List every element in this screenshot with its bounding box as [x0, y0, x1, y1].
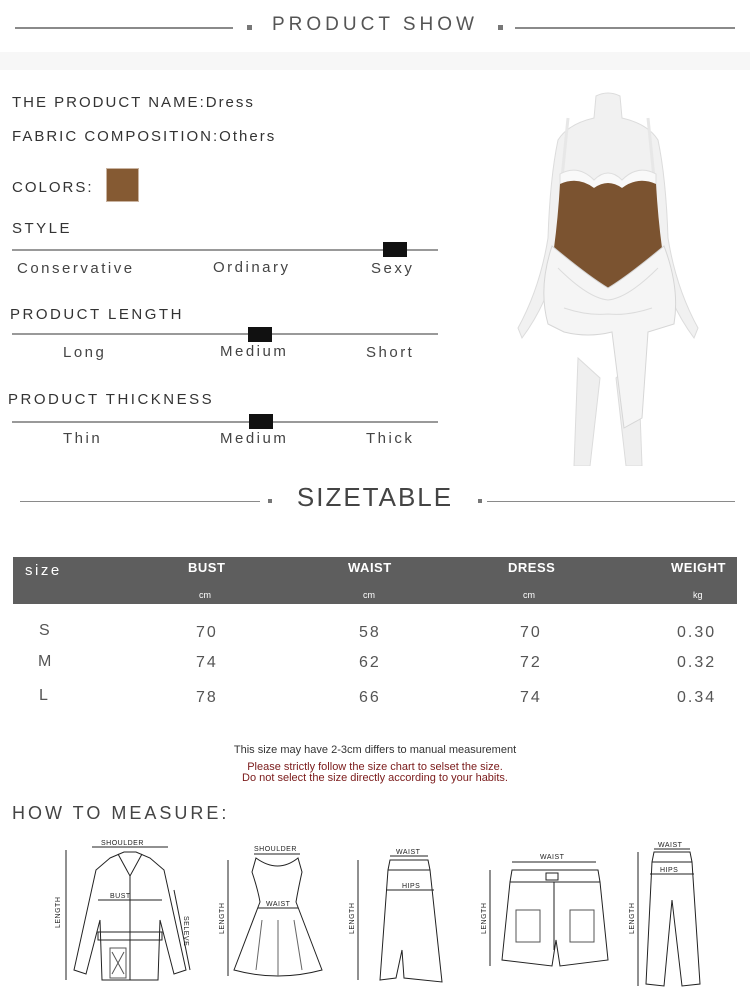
skirt-diagram: [358, 856, 442, 982]
table-cell: 78: [196, 689, 218, 706]
header-rule-left: [15, 27, 233, 29]
style-option-conservative: Conservative: [17, 260, 135, 277]
skirt-hips-label: HIPS: [402, 883, 421, 890]
thickness-marker: [249, 414, 273, 429]
style-scale-line: [12, 249, 438, 251]
colors-label: COLORS:: [12, 179, 94, 196]
length-label: PRODUCT LENGTH: [10, 306, 184, 323]
sizetable-rule-right: [487, 501, 735, 502]
table-row-size: S: [39, 622, 52, 639]
dress-unit: cm: [523, 590, 535, 600]
shorts-length-label: LENGTH: [481, 902, 488, 934]
skirt-waist-label: WAIST: [396, 849, 421, 856]
weight-unit: kg: [693, 590, 703, 600]
how-to-measure-title: HOW TO MEASURE:: [12, 803, 230, 823]
pants-waist-label: WAIST: [658, 842, 683, 849]
table-cell: 62: [359, 654, 381, 671]
sizetable-rule-left: [20, 501, 260, 502]
table-cell: 74: [520, 689, 542, 706]
header-title: PRODUCT SHOW: [272, 14, 478, 35]
thickness-option-thick: Thick: [366, 430, 415, 447]
table-cell: 0.34: [677, 689, 717, 706]
sizetable-title: SIZETABLE: [296, 482, 454, 512]
jacket-length-label: LENGTH: [55, 896, 62, 928]
header-dot-left: [247, 25, 252, 30]
shorts-diagram: [490, 862, 608, 966]
bust-column-header: BUST: [188, 560, 226, 575]
table-row-size: M: [38, 653, 54, 670]
thickness-scale-line: [12, 421, 438, 423]
length-scale-line: [12, 333, 438, 335]
table-cell: 74: [196, 654, 218, 671]
size-table-header: [13, 557, 737, 604]
weight-column-header: WEIGHT: [671, 560, 726, 575]
fabric-composition: FABRIC COMPOSITION:Others: [12, 128, 277, 145]
length-option-short: Short: [366, 344, 415, 361]
header-rule-right: [515, 27, 735, 29]
measurement-note: This size may have 2-3cm differs to manual measurement: [233, 744, 517, 756]
dress-waist-label: WAIST: [266, 901, 291, 908]
measure-diagrams: [0, 830, 750, 995]
size-column-header: size: [25, 562, 62, 579]
table-cell: 0.30: [677, 624, 717, 641]
dress-diagram: [228, 854, 322, 976]
pants-hips-label: HIPS: [660, 867, 679, 874]
length-option-medium: Medium: [220, 343, 289, 360]
table-cell: 72: [520, 654, 542, 671]
table-cell: 66: [359, 689, 381, 706]
table-cell: 0.32: [677, 654, 717, 671]
table-cell: 58: [359, 624, 381, 641]
style-option-sexy: Sexy: [371, 260, 415, 277]
waist-column-header: WAIST: [348, 560, 392, 575]
header-dot-right: [498, 25, 503, 30]
product-name: THE PRODUCT NAME:Dress: [12, 94, 255, 111]
thickness-option-thin: Thin: [63, 430, 103, 447]
jacket-shoulder-label: SHOULDER: [101, 840, 144, 847]
skirt-length-label: LENGTH: [349, 902, 356, 934]
style-marker: [383, 242, 407, 257]
table-cell: 70: [196, 624, 218, 641]
dress-column-header: DRESS: [508, 560, 556, 575]
thickness-label: PRODUCT THICKNESS: [8, 391, 215, 408]
waist-unit: cm: [363, 590, 375, 600]
sizetable-dot-left: [268, 499, 272, 503]
color-swatch[interactable]: [106, 168, 139, 202]
pants-length-label: LENGTH: [629, 902, 636, 934]
dress-length-label: LENGTH: [219, 902, 226, 934]
jacket-bust-label: BUST: [110, 893, 131, 900]
table-cell: 70: [520, 624, 542, 641]
header-band: [0, 52, 750, 70]
length-marker: [248, 327, 272, 342]
length-option-long: Long: [63, 344, 107, 361]
table-row-size: L: [39, 687, 50, 704]
bust-unit: cm: [199, 590, 211, 600]
style-label: STYLE: [12, 220, 73, 237]
jacket-diagram: [66, 847, 190, 980]
style-option-ordinary: Ordinary: [213, 259, 291, 276]
shorts-waist-label: WAIST: [540, 854, 565, 861]
size-warning-1: Please strictly follow the size chart to selset the size.: [247, 761, 503, 773]
product-photo: [508, 88, 708, 466]
size-warning-2: Do not select the size directly according to your habits.: [242, 772, 508, 784]
dress-shoulder-label: SHOULDER: [254, 846, 297, 853]
thickness-option-medium: Medium: [220, 430, 289, 447]
sizetable-dot-right: [478, 499, 482, 503]
jacket-sleeve-label: SELEVE: [182, 916, 189, 947]
